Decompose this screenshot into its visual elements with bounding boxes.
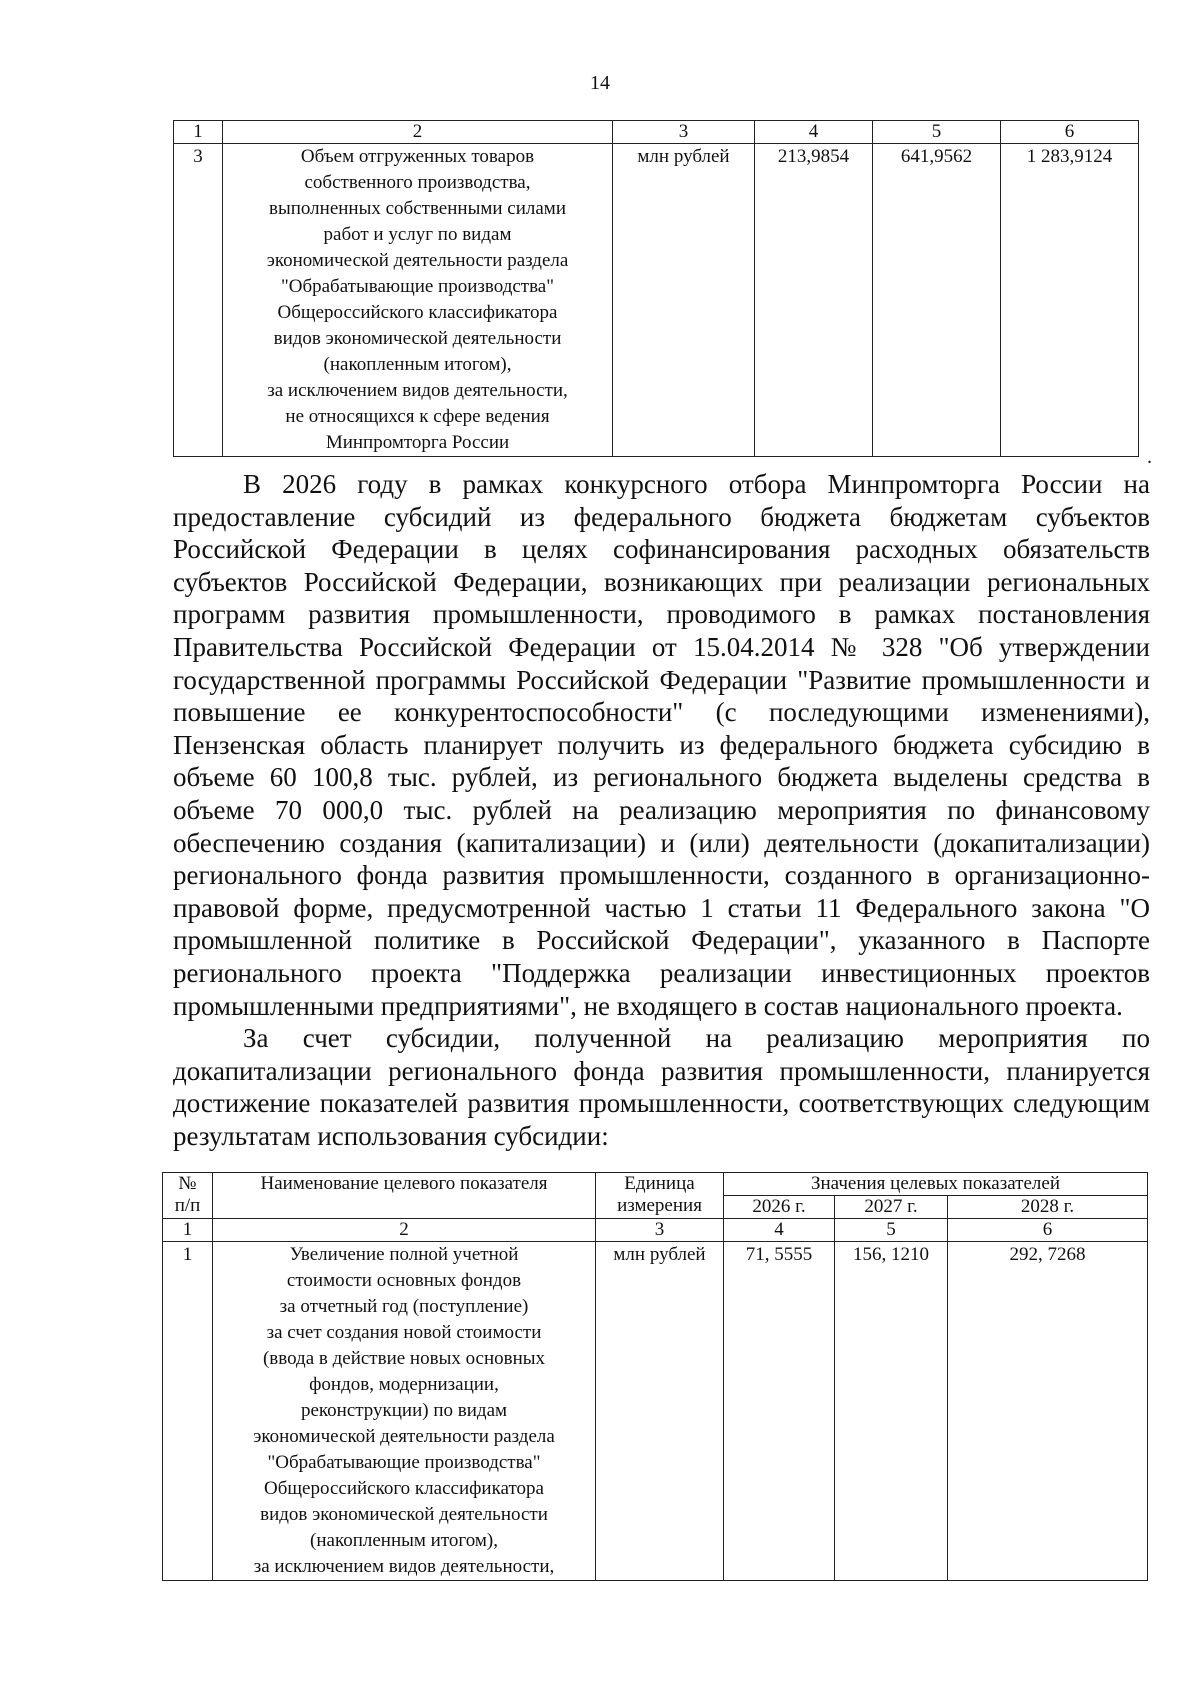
header-values-group: Значения целевых показателей	[724, 1173, 1148, 1196]
indicator-name-line: Увеличение полной учетной	[289, 1244, 519, 1265]
col-number-2: 2	[213, 1219, 596, 1242]
indicator-name-line: видов экономической деятельности	[260, 1504, 548, 1525]
indicator-table-continued	[173, 120, 1139, 457]
indicator-name-line: Общероссийского классификатора	[264, 1478, 544, 1499]
value-2026: 213,9854	[755, 144, 873, 457]
col-number-3: 3	[596, 1219, 724, 1242]
indicator-name-line: экономической деятельности раздела	[253, 1426, 555, 1447]
value-2027: 156, 1210	[835, 1242, 948, 1581]
indicator-name-line: за исключением видов деятельности,	[253, 1556, 555, 1577]
table-end-period: .	[1147, 446, 1152, 468]
col-number-5: 5	[835, 1219, 948, 1242]
header-year-2027: 2027 г.	[835, 1196, 948, 1219]
indicator-name-line: за исключением видов деятельности,	[267, 380, 568, 401]
col-number-4: 4	[724, 1219, 835, 1242]
col-number-6: 6	[1001, 121, 1139, 144]
body-paragraph-1	[173, 468, 1150, 1022]
body-paragraph-2	[173, 1022, 1150, 1152]
header-indicator-name: Наименование целевого показателя	[213, 1173, 596, 1219]
indicator-name-line: (накопленным итогом),	[323, 354, 512, 375]
header-unit	[596, 1173, 724, 1219]
unit-cell: млн рублей	[596, 1242, 724, 1581]
value-2028: 292, 7268	[948, 1242, 1148, 1581]
indicator-name-line: Минпромторга России	[325, 432, 510, 453]
indicator-name-line: (ввода в действие новых основных	[262, 1348, 546, 1369]
indicator-name-line: фондов, модернизации,	[309, 1374, 499, 1395]
indicator-name-line: за отчетный год (поступление)	[279, 1296, 529, 1317]
column-number-row	[163, 1219, 1148, 1242]
indicator-name-line: собственного производства,	[304, 172, 531, 193]
indicator-name-line: выполненных собственными силами	[269, 198, 566, 219]
header-year-2028: 2028 г.	[948, 1196, 1148, 1219]
col-number-1: 1	[174, 121, 223, 144]
table-row	[174, 144, 1139, 457]
indicator-name-line: экономической деятельности раздела	[266, 250, 569, 271]
row-number: 3	[174, 144, 223, 457]
target-indicators-table	[162, 1172, 1148, 1581]
indicator-name	[223, 144, 613, 457]
value-2027: 641,9562	[873, 144, 1001, 457]
indicator-name-line: стоимости основных фондов	[286, 1270, 522, 1291]
col-number-5: 5	[873, 121, 1001, 144]
table-row	[163, 1242, 1148, 1581]
header-number	[163, 1173, 213, 1219]
paragraph-text: За счет субсидии, полученной на реализацию мероприятия по докапитализации регионального фонда развития промышленности, планируется достижение показателей развития промышленности, соответствующих следующим результатам использования субсидии:	[173, 1023, 1150, 1151]
indicator-name-line: Объем отгруженных товаров	[300, 146, 535, 167]
value-2026: 71, 5555	[724, 1242, 835, 1581]
col-number-1: 1	[163, 1219, 213, 1242]
unit-cell: млн рублей	[613, 144, 755, 457]
header-unit-line2: измерения	[617, 1195, 702, 1216]
indicator-name-line: "Обрабатывающие производства"	[267, 1452, 541, 1473]
indicator-name-line: не относящихся к сфере ведения	[285, 406, 550, 427]
paragraph-text: В 2026 году в рамках конкурсного отбора Минпромторга России на предоставление субсидий из федерального бюджета бюджетам субъектов Российской Федерации в целях софинансирования расходных обязательств субъектов Российской Федерации, возникающих при реализации региональных программ развития промышленности, проводимого в рамках постановления Правительства Российской Федерации от 15.04.2014 № 328 "Об утверждении государственной программы Российской Федерации "Развитие промышленности и повышение ее конкурентоспособности" (с последующими изменениями), Пензенская область планирует получить из федерального бюджета субсидию в объеме 60 100,8 тыс. рублей, из регионального бюджета выделены средства в объеме 70 000,0 тыс. рублей на реализацию мероприятия по финансовому обеспечению создания (капитализации) и (или) деятельности (докапитализации) регионального фонда развития промышленности, созданного в организационно-правовой форме, предусмотренной частью 1 статьи 11 Федерального закона "О промышленной политике в Российской Федерации", указанного в Паспорте регионального проекта "Поддержка реализации инвестиционных проектов промышленными предприятиями", не входящего в состав национального проекта.	[173, 469, 1150, 1021]
page-number: 14	[590, 72, 610, 94]
header-number-line2: п/п	[174, 1195, 201, 1216]
col-number-2: 2	[223, 121, 613, 144]
indicator-name-line: "Обрабатывающие производства"	[280, 276, 555, 297]
indicator-name-line: (накопленным итогом),	[310, 1530, 498, 1551]
row-number: 1	[163, 1242, 213, 1581]
column-number-row	[174, 121, 1139, 144]
header-unit-line1: Единица	[624, 1173, 695, 1194]
header-number-line1: №	[178, 1173, 197, 1194]
indicator-name-line: видов экономической деятельности	[273, 328, 562, 349]
indicator-name-line: Общероссийского классификатора	[277, 302, 558, 323]
col-number-6: 6	[948, 1219, 1148, 1242]
indicator-name-line: реконструкции) по видам	[300, 1400, 508, 1421]
col-number-3: 3	[613, 121, 755, 144]
header-year-2026: 2026 г.	[724, 1196, 835, 1219]
header-row	[163, 1173, 1148, 1196]
indicator-name-line: за счет создания новой стоимости	[266, 1322, 542, 1343]
value-2028: 1 283,9124	[1001, 144, 1139, 457]
indicator-name-line: работ и услуг по видам	[323, 224, 512, 245]
indicator-name	[213, 1242, 596, 1581]
col-number-4: 4	[755, 121, 873, 144]
